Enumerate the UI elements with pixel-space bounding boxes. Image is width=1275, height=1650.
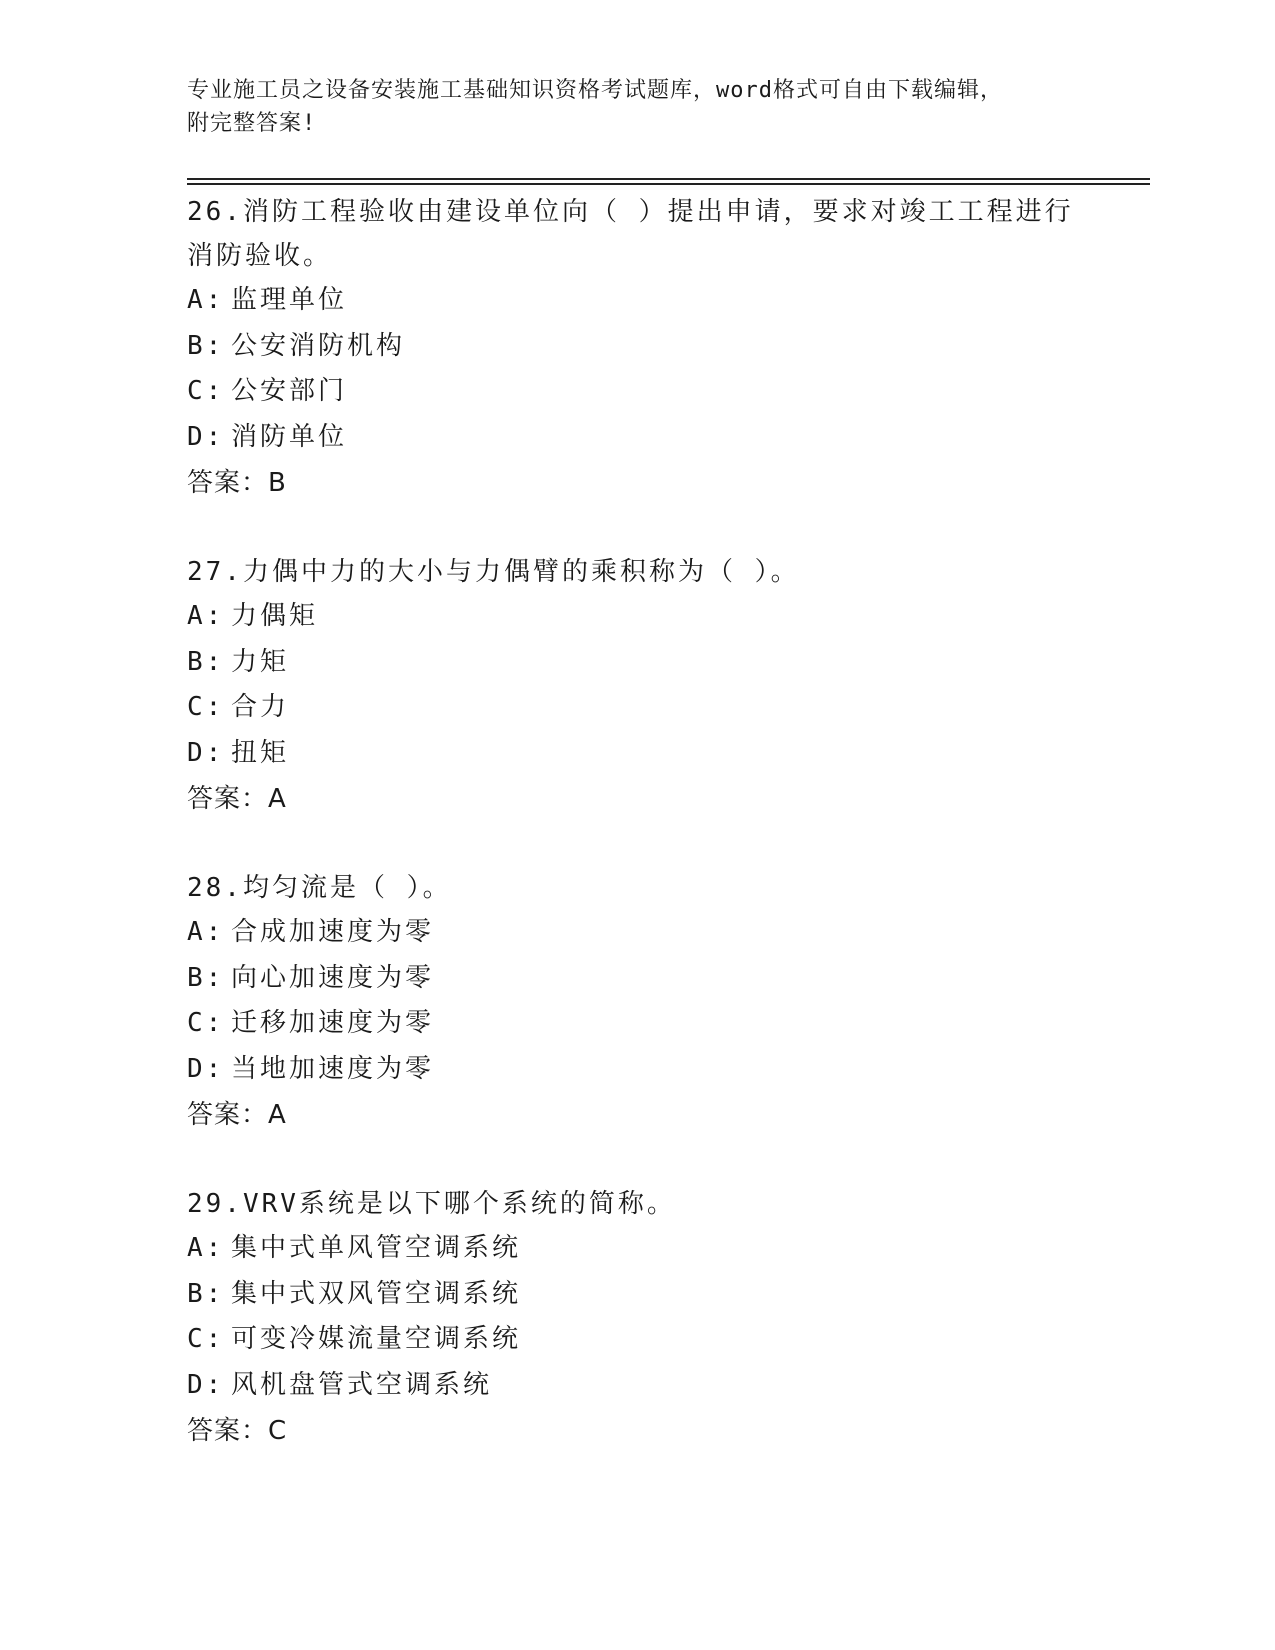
option-c [187,1317,1087,1363]
option-text: 当地加速度为零 [231,1053,435,1084]
option-a [187,278,1087,324]
answer-value: A [268,784,286,814]
question-stem: 26.消防工程验收由建设单位向（ ）提出申请，要求对竣工工程进行 [187,197,1074,227]
answer-label: 答案： [187,468,269,498]
option-text: 扭矩 [231,737,290,768]
answer-value: C [268,1416,287,1446]
answer [187,460,1087,506]
question-27 [187,550,1087,822]
option-text: 可变冷媒流量空调系统 [231,1324,522,1354]
answer [187,776,1087,822]
question-28 [187,866,1087,1138]
answer-label: 答案： [187,1100,269,1130]
option-c [187,1001,1087,1047]
option-letter: A: [187,1233,225,1263]
option-letter: B: [187,646,225,677]
option-letter: C: [187,1008,225,1038]
option-d [187,415,1087,461]
option-b [187,640,1087,686]
option-d [187,1363,1087,1409]
option-letter: C: [187,692,225,722]
option-letter: A: [187,601,225,631]
option-letter: C: [187,376,225,406]
question-list [187,190,1087,1498]
question-26 [187,190,1087,506]
option-d [187,1047,1087,1093]
option-letter: A: [187,917,225,947]
answer-label: 答案： [187,784,269,814]
header-divider-top [187,178,1150,180]
option-a [187,1226,1087,1272]
header-line-1: 专业施工员之设备安装施工基础知识资格考试题库，word格式可自由下载编辑， [187,78,1003,103]
option-a [187,910,1087,956]
option-letter: B: [187,1278,225,1309]
question-stem: 28.均匀流是（ ）。 [187,873,452,903]
question-stem: 27.力偶中力的大小与力偶臂的乘积称为（ ）。 [187,557,800,587]
option-text: 合成加速度为零 [231,917,435,947]
option-b [187,956,1087,1002]
question-stem: 29.VRV系统是以下哪个系统的简称。 [187,1189,676,1219]
question-stem-continued: 消防验收。 [187,241,333,271]
option-letter: D: [187,421,225,452]
option-text: 监理单位 [231,285,348,315]
answer-label: 答案： [187,1416,269,1446]
option-text: 迁移加速度为零 [231,1008,435,1038]
option-d [187,731,1087,777]
option-text: 向心加速度为零 [231,962,435,993]
option-text: 风机盘管式空调系统 [231,1369,493,1400]
option-c [187,369,1087,415]
option-letter: D: [187,1053,225,1084]
option-letter: B: [187,330,225,361]
answer [187,1092,1087,1138]
option-text: 公安部门 [231,376,348,406]
option-letter: B: [187,962,225,993]
option-letter: C: [187,1324,225,1354]
option-text: 集中式单风管空调系统 [231,1233,522,1263]
answer-value: A [268,1100,286,1130]
option-b [187,324,1087,370]
option-text: 力偶矩 [231,601,319,631]
header-divider-bottom [187,183,1150,185]
answer-value: B [268,468,286,498]
option-a [187,594,1087,640]
document-header [187,74,1067,140]
option-letter: A: [187,285,225,315]
option-text: 集中式双风管空调系统 [231,1278,522,1309]
option-b [187,1272,1087,1318]
option-c [187,685,1087,731]
option-letter: D: [187,737,225,768]
option-text: 合力 [231,692,290,722]
header-line-2: 附完整答案! [187,111,317,136]
answer [187,1408,1087,1454]
option-text: 消防单位 [231,421,348,452]
option-text: 公安消防机构 [231,330,406,361]
question-29 [187,1182,1087,1454]
option-text: 力矩 [231,646,290,677]
option-letter: D: [187,1369,225,1400]
